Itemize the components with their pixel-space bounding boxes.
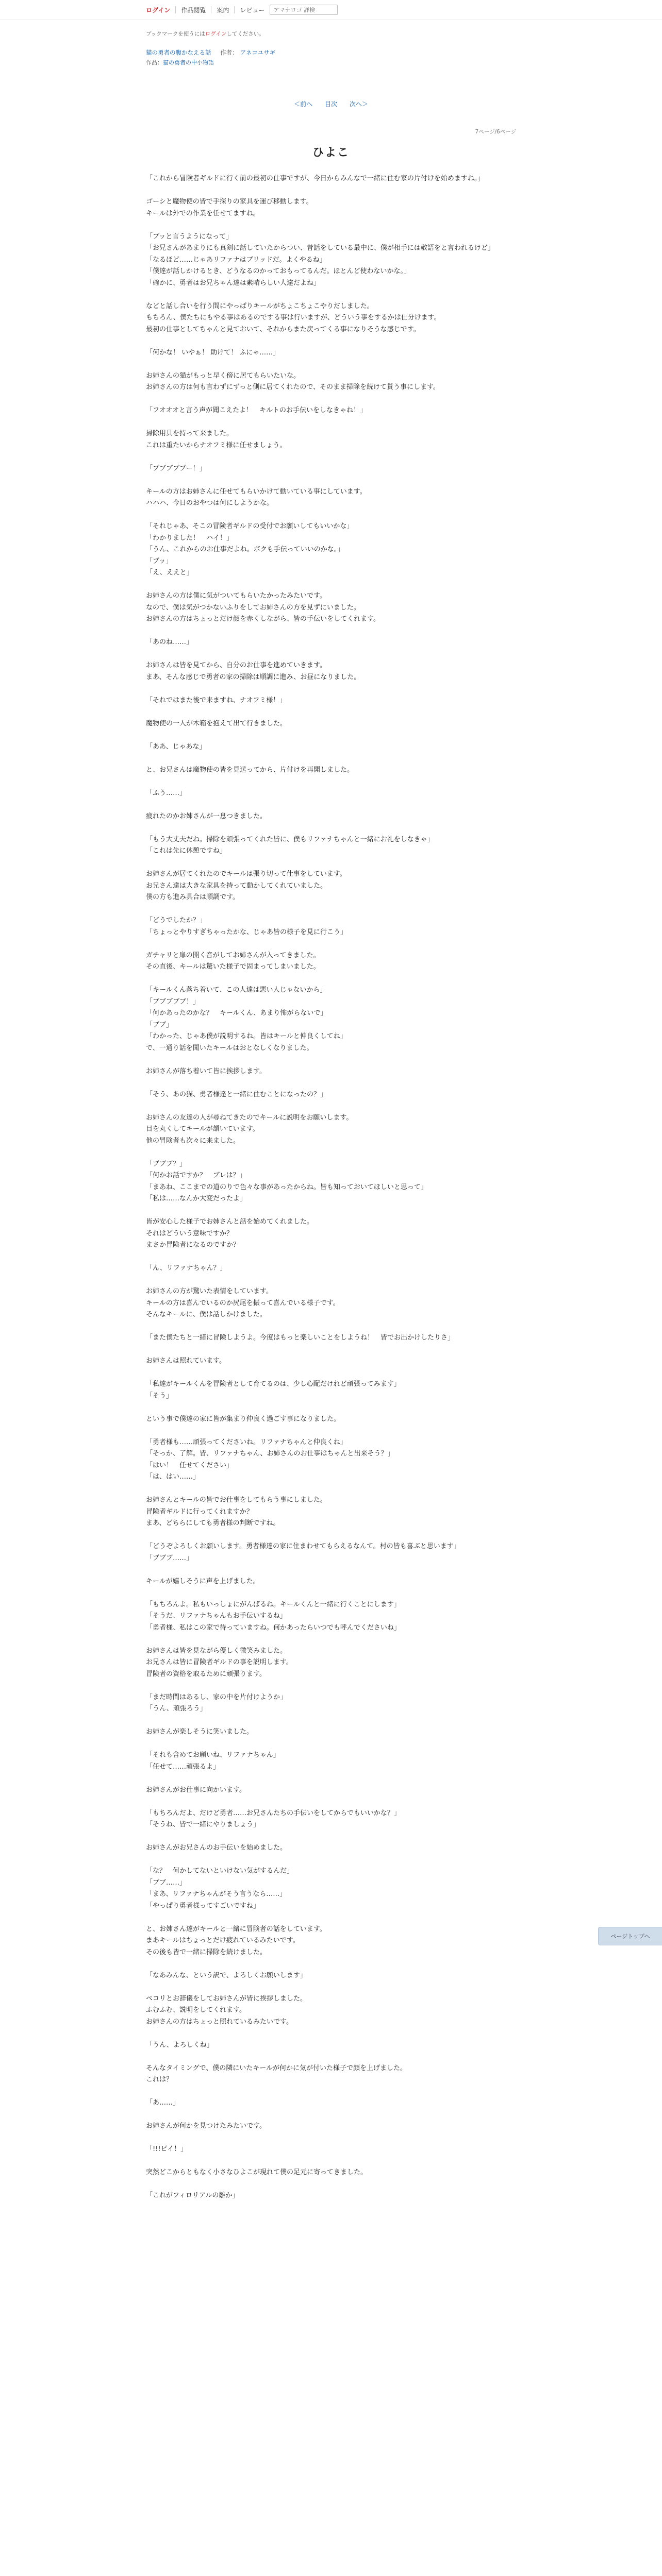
novel-line: お姉さんは皆を見ながら優しく微笑みました。: [146, 1647, 287, 1655]
novel-body: [146, 173, 516, 2202]
blank-line: [146, 2109, 516, 2121]
novel-line: 「ふう……」: [146, 789, 187, 797]
novel-line: 「それじゃあ、そこの冒険者ギルドの受付でお願いしてもいいかな」: [146, 522, 354, 530]
blank-line: [146, 1100, 516, 1112]
novel-line: それはどういう意味ですか？: [146, 1229, 234, 1238]
blank-line: [146, 2179, 516, 2191]
blank-line: [146, 1796, 516, 1808]
site-header: [0, 0, 662, 20]
novel-line: 他の冒険者も次々に来ました。: [146, 1137, 240, 1145]
novel-line: 「これから冒険者ギルドに行く前の最初の仕事ですが、今日からみんなで一緒に住む家の片付けを始めますね。」: [146, 175, 485, 182]
novel-line: 魔物使の一人が木箱を抱えて出て行きました。: [146, 719, 287, 727]
novel-line: キールは外での作業を任せてますね。: [146, 209, 260, 217]
novel-line: ハハハ、今日のおやつは何にしようかな。: [146, 499, 274, 507]
blank-line: [146, 1634, 516, 1646]
novel-line: 「これがフィロリアルの雛か」: [146, 2192, 239, 2199]
notice-suffix: してください。: [226, 31, 264, 37]
novel-line: 「なあみんな、という訳で、よろしくお願いします」: [146, 1971, 307, 1979]
novel-line: お姉さんの方はちょっとだけ顔を赤くしながら、皆の手伝いをしてくれます。: [146, 615, 380, 623]
blank-line: [146, 1425, 516, 1437]
novel-line: 「それではまた後で来ますね、ナオフミ様！」: [146, 696, 287, 704]
pager: [146, 99, 516, 108]
blank-line: [146, 1854, 516, 1866]
novel-line: なので、僕は気がつかないふりをしてお姉さんの方を見ずにいました。: [146, 603, 360, 612]
novel-line: 「わかりました！ ハイ！」: [146, 534, 234, 542]
novel-line: お姉さんの方は何も言わずにずっと側に居てくれたので、そのまま掃除を続けて貰う事にします。: [146, 383, 440, 391]
blank-line: [146, 2132, 516, 2144]
main-content: [146, 26, 516, 2202]
novel-line: お姉さんの猫がもっと早く傍に居てもらいたいな。: [146, 371, 301, 380]
blank-line: [146, 625, 516, 637]
novel-line: 掃除用具を持って来ました。: [146, 430, 234, 437]
notice-login-link[interactable]: ログイン: [205, 31, 227, 37]
page-top-button[interactable]: ページトップへ: [598, 1927, 662, 1945]
novel-line: と、お姉さん達がキールと一緒に冒険者の話をしています。: [146, 1925, 326, 1933]
blank-line: [146, 185, 516, 197]
blank-line: [146, 359, 516, 370]
blank-line: [146, 753, 516, 765]
novel-line: お姉さんは皆を見てから、自分のお仕事を進めていきます。: [146, 662, 326, 669]
blank-line: [146, 1530, 516, 1541]
blank-line: [146, 394, 516, 405]
novel-line: まあ、そんな感じで勇者の家の掃除は順調に進み、お昼になりました。: [146, 673, 361, 681]
novel-line: などと話し合いを行う間にやっぱりキールがちょこちょこやりだしました。: [146, 302, 374, 310]
blank-line: [146, 1958, 516, 1970]
novel-line: キールが嬉しそうに声を上げました。: [146, 1577, 260, 1585]
blank-line: [146, 1275, 516, 1286]
novel-line: 「まだ時間はあるし、家の中を片付けようか」: [146, 1693, 287, 1701]
novel-line: 冒険者ギルドに行ってくれますか？: [146, 1507, 253, 1516]
novel-line: 「これは先に休憩ですね」: [146, 847, 227, 855]
novel-line: 「ブブブ……」: [146, 1554, 193, 1562]
novel-line: 「もう大丈夫だね。掃除を頑張ってくれた皆に、僕もリファナちゃんと一緒にお礼をしなきゃ」: [146, 835, 434, 843]
blank-line: [146, 1564, 516, 1576]
novel-line: 「な？ 何かしてないといけない気がするんだ」: [146, 1867, 294, 1875]
blank-line: [146, 1054, 516, 1066]
blank-line: [146, 289, 516, 301]
novel-line: 「ブブブブブ！」: [146, 997, 200, 1006]
search-input[interactable]: [270, 5, 338, 15]
blank-line: [146, 938, 516, 950]
blank-line: [146, 219, 516, 231]
blank-line: [146, 2051, 516, 2063]
novel-line: 皆が安心した様子でお姉さんと話を始めてくれました。: [146, 1218, 314, 1226]
page-counter: 7ページ/6ページ: [475, 129, 516, 135]
novel-line: 僕の方も進み具合は順調です。: [146, 893, 239, 901]
novel-line: これは？: [146, 2076, 173, 2083]
novel-line: お姉さんの方が驚いた表情をしています。: [146, 1287, 273, 1295]
novel-line: ガチャリと扉の開く音がしてお姉さんが入ってきました。: [146, 951, 320, 959]
novel-line: その直後、キールは驚いた様子で固まってしまいました。: [146, 963, 320, 971]
novel-line: ふむふむ、説明をしてくれます。: [146, 2006, 246, 2014]
novel-line: お姉さんは照れています。: [146, 1357, 226, 1365]
blank-line: [146, 2028, 516, 2040]
divider: [175, 6, 176, 13]
novel-line: お姉さんの方は僕に気がついてもらいたかったみたいです。: [146, 592, 326, 600]
blank-line: [146, 1587, 516, 1599]
novel-line: 「そうだ、リファナちゃんもお手伝いするね」: [146, 1612, 287, 1620]
blank-line: [146, 649, 516, 660]
novel-line: 「もちろんよ。私もいっしょにがんばるね。キールくんと一緒に行くことにします」: [146, 1600, 401, 1608]
bookmark-notice: [146, 30, 516, 38]
blank-line: [146, 1773, 516, 1785]
novel-line: お姉さんがお兄さんのお手伝いを始めました。: [146, 1844, 287, 1852]
novel-line: 「ちょっとやりすぎちゃったかな、じゃあ皆の様子を見に行こう」: [146, 928, 347, 936]
blank-line: [146, 579, 516, 591]
toc-link[interactable]: 目次: [324, 100, 337, 108]
next-link[interactable]: 次へ＞: [349, 100, 368, 108]
novel-line: 「ブブブブブー！」: [146, 464, 206, 472]
novel-line: 「また僕たちと一緒に冒険しようよ。今度はもっと楽しいことをしようね！ 皆でお出かけしたりさ」: [146, 1334, 455, 1342]
novel-line: 「え、ええと」: [146, 569, 193, 577]
blank-line: [146, 1680, 516, 1692]
blank-line: [146, 1077, 516, 1089]
blank-line: [146, 1251, 516, 1263]
novel-line: これは重たいからナオフミ様に任せましょう。: [146, 441, 287, 449]
novel-line: 「僕達が話しかけるとき、どうなるのかっておもってるんだ。ほとんど使わないかな。」: [146, 267, 410, 275]
novel-line: キールの方はお姉さんに任せてもらいかけて動いている事にしています。: [146, 487, 367, 496]
novel-line: 「なるほど……じゃあリファナはブリッドだ。よくやるね」: [146, 256, 326, 264]
blank-line: [146, 1321, 516, 1333]
novel-line: 「何かお話ですか？ ブレは？」: [146, 1172, 246, 1179]
novel-line: キールの方は喜んでいるのか尻尾を振って喜んでいる様子です。: [146, 1299, 340, 1307]
blank-line: [146, 1367, 516, 1379]
novel-line: 「もちろんだよ、だけど勇者……お兄さんたちの手伝いをしてからでもいいかな？」: [146, 1809, 401, 1817]
novel-line: お姉さんが居てくれたのでキールは張り切って仕事をしています。: [146, 870, 346, 878]
header-nav: [146, 3, 338, 16]
blank-line: [146, 1147, 516, 1159]
novel-line: 「私は……なんか大変だったよ」: [146, 1195, 247, 1202]
blank-line: [146, 904, 516, 916]
novel-line: 冒険者の資格を取るために頑張ります。: [146, 1670, 266, 1678]
novel-line: 「何かな！ いやぁ！ 助けて！ ふにゃ……」: [146, 348, 280, 357]
author-label: 作者：: [220, 49, 238, 56]
novel-line: 「勇者様、私はこの家で待っていますね。何かあったらいつでも呼んでくださいね」: [146, 1623, 401, 1632]
blank-line: [146, 1402, 516, 1414]
blank-line: [146, 1981, 516, 1993]
novel-line: 突然どこからともなく小さなひよこが現れて僕の足元に寄ってきました。: [146, 2168, 368, 2176]
novel-line: 「確かに、勇者はお兄ちゃん達は素晴らしい人達だよね」: [146, 279, 321, 287]
divider: [234, 6, 235, 13]
nav-review-link[interactable]: レビュー: [240, 6, 265, 14]
notice-prefix: ブックマークを使うには: [146, 31, 205, 37]
novel-line: 目を丸くしてキールが頷いています。: [146, 1125, 259, 1133]
novel-line: お姉さんが楽しそうに笑いました。: [146, 1728, 254, 1736]
novel-line: 「何かあったのかな？ キールくん、あまり怖がらないで」: [146, 1009, 327, 1017]
novel-line: 「!!!ピイ！」: [146, 2145, 188, 2153]
novel-line: お姉さんがお仕事に向かいます。: [146, 1786, 246, 1794]
novel-line: 最初の仕事としてちゃんと見ておいて、それからまた戻ってくる事になりそうな感じです。: [146, 325, 420, 333]
blank-line: [146, 2086, 516, 2098]
blank-line: [146, 857, 516, 869]
prev-link[interactable]: ＜前へ: [294, 100, 313, 108]
blank-line: [146, 1715, 516, 1727]
novel-line: 「やっぱり勇者様ってすごいですね」: [146, 1902, 260, 1910]
novel-line: と、お兄さんは魔物使の皆を見送ってから、片付けを再開しました。: [146, 766, 354, 774]
novel-line: 「ブブ」: [146, 1021, 173, 1029]
blank-line: [146, 706, 516, 718]
novel-line: まあ、どちらにしても勇者様の判断ですね。: [146, 1519, 280, 1527]
novel-line: 「それも含めてお願いね、リファナちゃん」: [146, 1751, 280, 1759]
novel-line: お姉さんが何かを見つけたみたいです。: [146, 2122, 266, 2130]
blank-line: [146, 1912, 516, 1924]
series-info: [146, 58, 516, 67]
nav-guide-link[interactable]: 案内: [217, 6, 229, 14]
novel-line: 「そう」: [146, 1392, 173, 1400]
novel-line: 「私達がキールくんを冒険者として育てるのは、少し心配だけれど頑張ってみます」: [146, 1380, 401, 1388]
novel-line: 「はい！ 任せてください」: [146, 1461, 234, 1469]
novel-line: 「どうぞよろしくお願いします。勇者様達の家に住まわせてもらえるなんて。村の皆も喜ぶと思います」: [146, 1543, 460, 1550]
blank-line: [146, 730, 516, 741]
novel-line: 「うん、頑張ろう」: [146, 1705, 207, 1713]
novel-line: で、一通り話を聞いたキールはおとなしくなりました。: [146, 1044, 313, 1052]
novel-line: 「勇者様も……頑張ってくださいね。リファナちゃんと仲良くね」: [146, 1438, 347, 1446]
novel-line: まあキールはちょっとだけ疲れているみたいです。: [146, 1937, 300, 1944]
novel-line: 「あのね……」: [146, 638, 193, 646]
blank-line: [146, 417, 516, 429]
novel-line: 「うん、よろしくね」: [146, 2041, 213, 2049]
novel-line: 「ブブ……」: [146, 1878, 187, 1887]
work-info: [146, 48, 516, 57]
blank-line: [146, 1483, 516, 1495]
blank-line: [146, 510, 516, 521]
series-label: 作品：: [146, 59, 163, 66]
novel-line: 「まあ、リファナちゃんがそう言うなら……」: [146, 1890, 287, 1898]
blank-line: [146, 1205, 516, 1217]
novel-line: 「ブッと言うようになって」: [146, 232, 233, 241]
novel-line: 「は、はい……」: [146, 1473, 200, 1481]
novel-line: 「どうでしたか？」: [146, 917, 207, 924]
novel-line: ゴーシと魔物使の皆で手探りの家具を運び移動します。: [146, 198, 313, 206]
novel-line: 「うん、これからのお仕事だよね。ボクも手伝っていいのかな。」: [146, 546, 344, 553]
novel-line: 「そっか、了解。皆、リファナちゃん、お姉さんのお仕事はちゃんと出来そう？」: [146, 1450, 394, 1458]
blank-line: [146, 1831, 516, 1843]
novel-line: その後も皆で一緒に掃除を続けました。: [146, 1948, 267, 1956]
novel-line: 「まあね、ここまでの道のりで色々な事があったからね。皆も知っておいてほしいと思って」: [146, 1183, 427, 1191]
novel-line: という事で僕達の家に皆が集まり仲良く過ごす事になりました。: [146, 1415, 341, 1423]
novel-line: そんなキールに、僕は話しかけました。: [146, 1311, 267, 1318]
novel-line: ペコリとお辞儀をしてお姉さんが皆に挨拶しました。: [146, 1994, 307, 2003]
blank-line: [146, 451, 516, 463]
novel-line: 「任せて……頑張るよ」: [146, 1762, 220, 1771]
login-link[interactable]: ログイン: [146, 6, 171, 14]
novel-line: お兄さん達は大きな家具を持って動かしてくれていました。: [146, 882, 327, 890]
novel-line: 「ああ、じゃあな」: [146, 742, 206, 751]
work-title-link[interactable]: 猫の勇者の腹かなえる話: [146, 49, 211, 56]
novel-line: 疲れたのかお姉さんが一息つきました。: [146, 812, 267, 820]
novel-line: もちろん、僕たちにもやる事はあるのでする事は行いますが、どういう事をするかは仕分けます。: [146, 314, 441, 321]
novel-line: お姉さんとキールの皆でお仕事をしてもらう事にしました。: [146, 1496, 327, 1504]
novel-line: 「そう、あの猫、勇者様達と一緒に住むことになったの？」: [146, 1090, 327, 1098]
novel-line: お姉さんが落ち着いて皆に挨拶します。: [146, 1067, 266, 1075]
novel-line: 「ブッ」: [146, 557, 173, 565]
author-link[interactable]: アネコユサギ: [240, 49, 276, 56]
novel-line: 「そうね、皆で一緒にやりましょう」: [146, 1821, 260, 1828]
blank-line: [146, 2156, 516, 2167]
blank-line: [146, 776, 516, 788]
blank-line: [146, 474, 516, 486]
nav-browse-link[interactable]: 作品閲覧: [181, 6, 206, 14]
blank-line: [146, 822, 516, 834]
novel-line: 「フオオオと言う声が聞こえたよ！ キルトのお手伝いをしなきゃね！」: [146, 406, 367, 414]
novel-line: 「キールくん落ち着いて、この人達は悪い人じゃないから」: [146, 986, 327, 994]
novel-line: お姉さんの方はちょっと照れているみたいです。: [146, 2018, 293, 2026]
blank-line: [146, 799, 516, 811]
series-link[interactable]: 猫の勇者の中小物語: [163, 59, 214, 66]
blank-line: [146, 1344, 516, 1356]
novel-line: 「ん、リファナちゃん？」: [146, 1264, 227, 1272]
novel-line: 「お兄さんがあまりにも真剣に話していたからつい、昔話をしている最中に、僕が相手には敬語をと言われるけど」: [146, 244, 494, 252]
blank-line: [146, 973, 516, 985]
novel-line: お姉さんの友達の人が尋ねてきたのでキールに説明をお願いします。: [146, 1113, 353, 1122]
blank-line: [146, 1738, 516, 1750]
novel-line: 「わかった、じゃあ僕が説明するね。皆はキールと仲良くしてね」: [146, 1032, 347, 1040]
novel-line: そんなタイミングで、僕の隣にいたキールが何かに気が付いた様子で顔を上げました。: [146, 2064, 407, 2072]
novel-line: まさか冒険者になるのですか？: [146, 1241, 240, 1249]
novel-line: 「あ……」: [146, 2099, 180, 2107]
blank-line: [146, 683, 516, 695]
episode-title: ひよこ: [312, 146, 350, 159]
novel-line: 「ブブブ？」: [146, 1160, 187, 1168]
blank-line: [146, 335, 516, 347]
novel-line: お兄さんは皆に冒険者ギルドの事を説明します。: [146, 1658, 293, 1666]
